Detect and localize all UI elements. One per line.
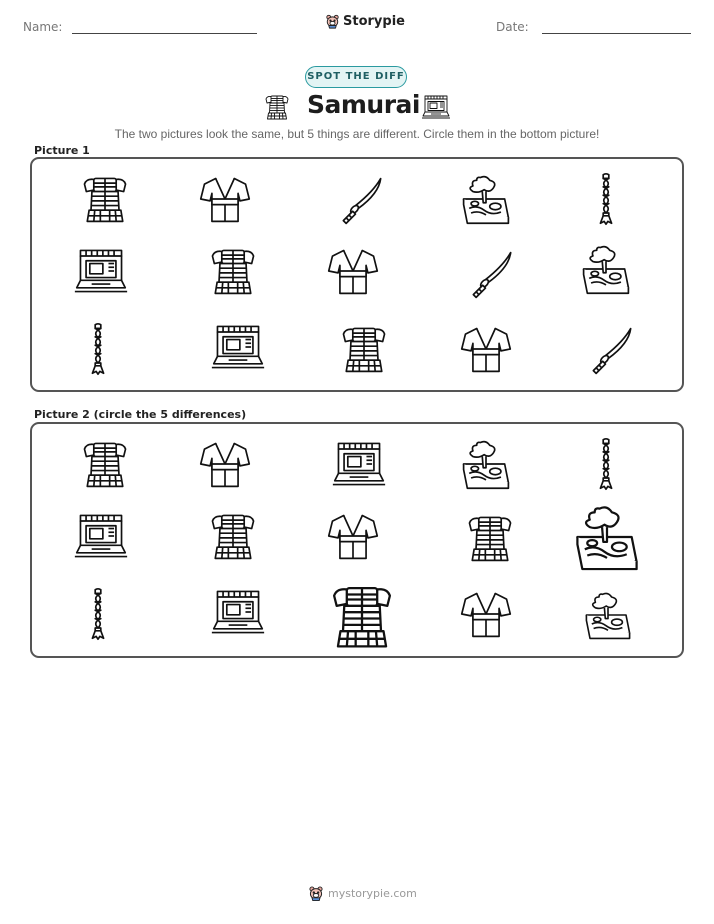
zen-garden-icon[interactable] (581, 588, 635, 642)
kimono-icon[interactable] (197, 171, 253, 227)
kimono-icon[interactable] (325, 508, 381, 564)
kimono-icon[interactable] (197, 436, 253, 492)
kimono-icon[interactable] (458, 321, 514, 377)
footer (308, 885, 417, 901)
armor-icon[interactable] (336, 321, 392, 377)
date-label: Date: (496, 20, 529, 34)
shoji-gate-icon[interactable] (72, 508, 130, 564)
zen-garden-icon[interactable] (458, 171, 514, 227)
shoji-gate-icon[interactable] (209, 584, 267, 640)
shoji-gate-icon[interactable] (72, 243, 130, 299)
braid-icon[interactable] (70, 321, 126, 377)
armor-icon[interactable] (205, 243, 261, 299)
armor-icon (262, 92, 292, 122)
picture1-panel (30, 157, 684, 392)
date-line[interactable] (542, 33, 691, 34)
armor-icon[interactable] (77, 171, 133, 227)
armor-icon[interactable] (205, 508, 261, 564)
kimono-icon[interactable] (325, 243, 381, 299)
shoji-gate-icon (420, 92, 452, 122)
instructions: The two pictures look the same, but 5 things are different. Circle them in the bottom picture! (114, 127, 600, 141)
footer-url[interactable]: mystorypie.com (328, 886, 417, 900)
shoji-gate-icon[interactable] (209, 319, 267, 375)
brand-logo (325, 13, 405, 29)
picture1-label: Picture 1 (34, 144, 90, 157)
braid-icon[interactable] (578, 436, 634, 492)
picture2-panel (30, 422, 684, 658)
brand-name: Storypie (343, 13, 405, 29)
zen-garden-icon[interactable] (458, 436, 514, 492)
katana-icon[interactable] (584, 323, 640, 379)
name-line[interactable] (72, 33, 257, 34)
armor-icon[interactable] (77, 436, 133, 492)
braid-icon[interactable] (70, 586, 126, 642)
kimono-icon[interactable] (458, 586, 514, 642)
zen-garden-icon-large[interactable] (570, 500, 644, 574)
katana-icon[interactable] (464, 247, 520, 303)
braid-icon[interactable] (578, 171, 634, 227)
armor-icon[interactable] (462, 510, 518, 566)
armor-icon-large[interactable] (324, 578, 400, 654)
shoji-gate-icon[interactable] (330, 436, 388, 492)
spot-the-diff-badge: SPOT THE DIFF (305, 66, 407, 88)
katana-icon[interactable] (334, 173, 390, 229)
name-label: Name: (23, 20, 63, 34)
storypie-logo-icon (308, 885, 324, 901)
zen-garden-icon[interactable] (578, 241, 634, 297)
page-title: Samurai (307, 90, 420, 119)
picture2-label: Picture 2 (circle the 5 differences) (34, 408, 247, 421)
storypie-logo-icon (325, 13, 340, 29)
